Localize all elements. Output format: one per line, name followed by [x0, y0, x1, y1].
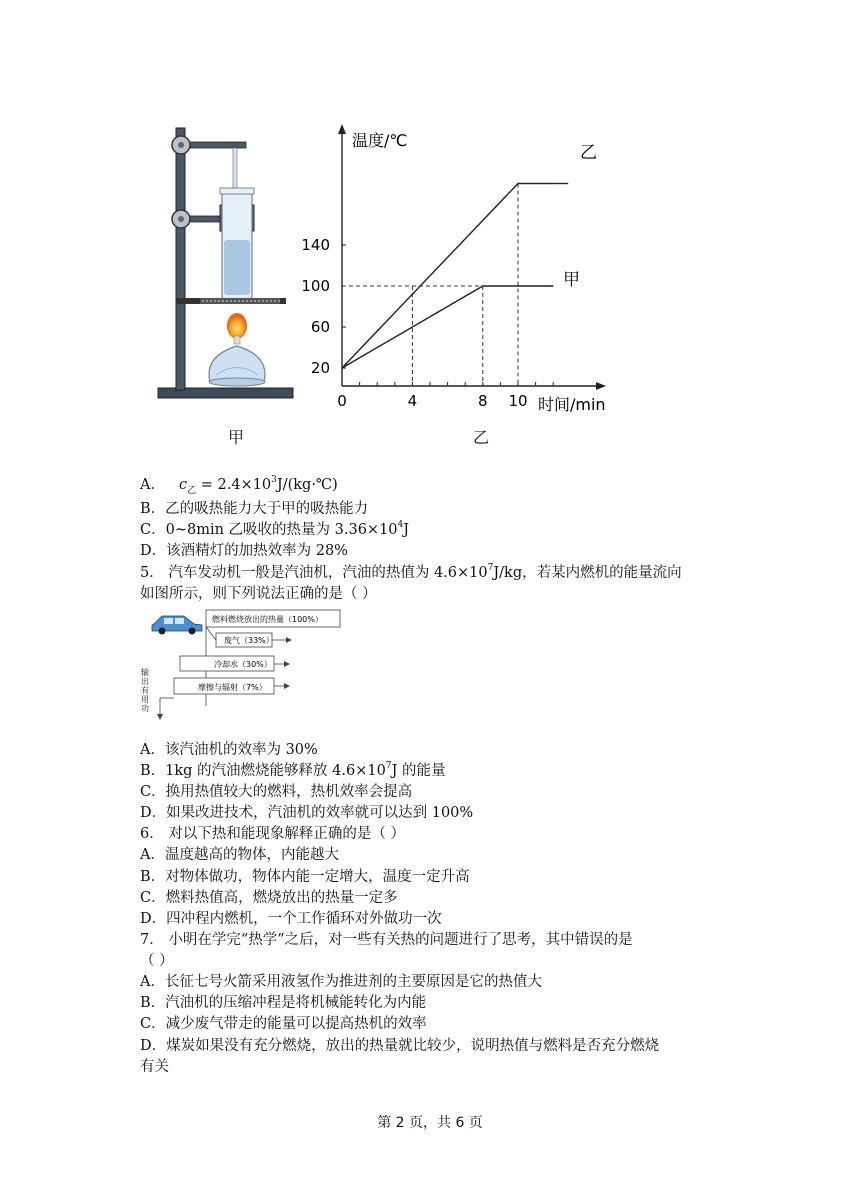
y-axis-arrow — [338, 124, 346, 134]
q7-option-c: C．减少废气带走的能量可以提高热机的效率 — [140, 1016, 427, 1032]
series-label-yi: 乙 — [580, 143, 597, 163]
q6-option-d: D．四冲程内燃机，一个工作循环对外做功一次 — [140, 911, 442, 927]
q4-option-b: B．乙的吸热能力大于甲的吸热能力 — [140, 501, 369, 517]
q4-option-c: C．0~8min 乙吸收的热量为 $3.36\times 10^4J$ — [140, 520, 410, 538]
label-waste-gas: 废气（33%） — [224, 636, 274, 645]
q5-option-d: D．如果改进技术，汽油机的效率就可以达到 100% — [140, 805, 474, 821]
label-useful-work: 输出有用功 — [141, 668, 149, 713]
series-line-yi — [342, 184, 553, 369]
energy-flow-diagram — [140, 606, 370, 724]
q7-option-a: A．长征七号火箭采用液氢作为推进剂的主要原因是它的热值大 — [140, 974, 542, 990]
q6-stem: 6． 对以下热和能现象解释正确的是（ ） — [140, 826, 405, 842]
label-cooling-water: 冷却水（30%） — [214, 660, 272, 669]
q4-option-d: D．该酒精灯的加热效率为 28% — [140, 543, 348, 559]
x-tick-label: 10 — [508, 392, 528, 410]
q6-option-b: B．对物体做功，物体内能一定增大，温度一定升高 — [140, 869, 470, 885]
figure-caption-left: 甲 — [228, 428, 245, 447]
q6-option-c: C．燃料热值高，燃烧放出的热量一定多 — [140, 890, 398, 906]
y-axis-label: 温度/℃ — [352, 131, 408, 150]
q5-stem-line1: 5． 汽车发动机一般是汽油机，汽油的热值为 $4.6\times 10^7J/kg$，若某内燃机的能量流向 — [140, 563, 682, 581]
page-number: 第 2 页，共 6 页 — [377, 1115, 483, 1131]
apparatus-figure — [150, 120, 310, 420]
series-label-jia: 甲 — [563, 270, 580, 290]
y-tick-label: 20 — [310, 359, 330, 377]
q7-option-b: B．汽油机的压缩冲程是将机械能转化为内能 — [140, 995, 427, 1011]
label-total-heat: 燃料燃烧放出的热量（100%） — [212, 615, 323, 624]
q6-option-a: A．温度越高的物体，内能越大 — [140, 847, 339, 863]
x-tick-label: 4 — [407, 392, 418, 410]
temperature-time-chart — [290, 118, 630, 420]
q7-stem-line2: （ ） — [140, 953, 174, 969]
y-tick-label: 140 — [301, 236, 330, 254]
q4-option-a: A． $c_乙$ = $2.4\times 10^3J/(kg\cdot℃)$ — [140, 475, 338, 496]
q5-option-c: C．换用热值较大的燃料，热机效率会提高 — [140, 784, 413, 800]
y-tick-label: 100 — [301, 277, 330, 295]
q7-stem-line1: 7． 小明在学完“热学”之后，对一些有关热的问题进行了思考，其中错误的是 — [140, 932, 633, 948]
x-axis-arrow — [596, 382, 606, 390]
q5-option-b: B．1kg 的汽油燃烧能够释放 $4.6\times 10^7J$ 的能量 — [140, 761, 446, 779]
q7-option-d-line1: D．煤炭如果没有充分燃烧，放出的热量就比较少，说明热值与燃料是否充分燃烧 — [140, 1038, 660, 1054]
y-tick-label: 60 — [310, 318, 330, 336]
figure-caption-right: 乙 — [473, 428, 490, 447]
q5-stem-line2: 如图所示，则下列说法正确的是（ ） — [140, 586, 377, 602]
label-friction-radiation: 摩擦与辐射（7%） — [198, 683, 267, 692]
series-line-jia — [342, 286, 553, 368]
x-axis-label: 时间/min — [538, 395, 606, 414]
q7-option-d-line2: 有关 — [140, 1059, 169, 1075]
x-tick-label: 8 — [478, 392, 488, 410]
q5-option-a: A．该汽油机的效率为 30% — [140, 742, 318, 758]
x-tick-label: 0 — [337, 392, 347, 410]
car-icon — [152, 616, 202, 635]
